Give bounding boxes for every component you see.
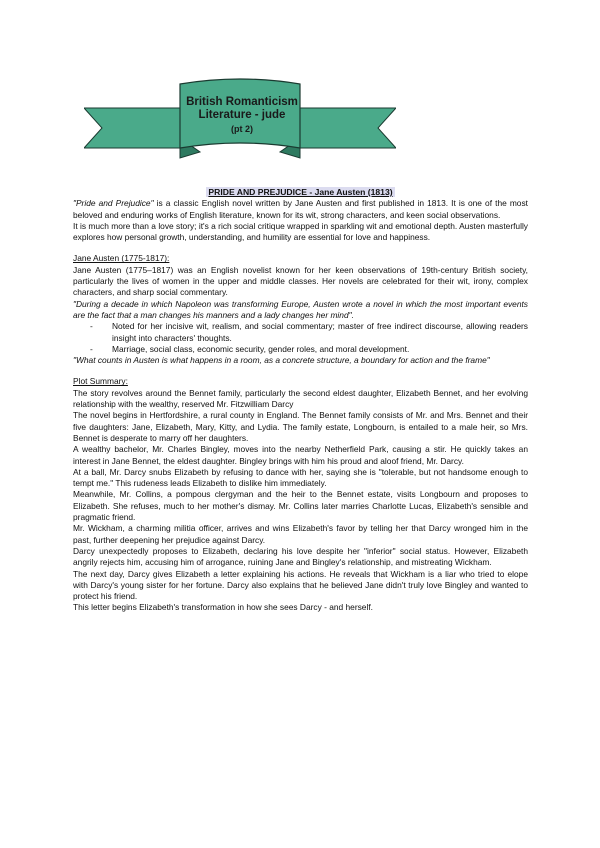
banner-line-1: British Romanticism <box>186 96 298 108</box>
austen-quote-1: "During a decade in which Napoleon was transforming Europe, Austen wrote a novel in which the most important events are the fact that a man changes his manners and a lady changes her mind". <box>73 298 528 320</box>
plot-paragraph: This letter begins Elizabeth's transformation in how she sees Darcy - and herself. <box>73 602 373 613</box>
novel-title-italic: "Pride and Prejudice" <box>73 198 154 209</box>
intro-paragraph-1 <box>73 198 528 221</box>
plot-paragraph: Meanwhile, Mr. Collins, a pompous clergyman and the heir to the Bennet estate, visits Longbourn and proposes to Elizabeth. She refuses, much to her mother's dismay. Mr. Collins later marries Charlotte Lucas, Elizabeth's sensible and pragmatic friend. <box>73 489 528 523</box>
austen-heading: Jane Austen (1775-1817): <box>73 253 170 264</box>
plot-paragraph: The story revolves around the Bennet family, particularly the second eldest daughter, Elizabeth Bennet, and her evolving relationship with the wealthy, reserved Mr. Fitzwilliam Darcy <box>73 387 528 410</box>
plot-paragraph: A wealthy bachelor, Mr. Charles Bingley, moves into the nearby Netherfield Park, causing a stir. He quickly takes an interest in Jane Bennet, the eldest daughter. Bingley brings with him his proud and aloof friend, Mr. Darcy. <box>73 444 528 466</box>
plot-paragraph: The next day, Darcy gives Elizabeth a letter explaining his actions. He reveals that Wickham is a liar who tried to elope with Darcy's young sister for her fortune. Darcy also explains that he believed Jane didn't truly love Bingley and wanted to protect his friend. <box>73 568 528 602</box>
austen-bio: Jane Austen (1775–1817) was an English novelist known for her keen observations of 19th-century British society, particularly the lives of women in the upper and middle classes. Her novels are celebrated for their wit, irony, complex characters, and sharp social commentary. <box>73 264 528 298</box>
banner-text <box>172 96 312 136</box>
title-banner <box>84 74 396 162</box>
list-item: - Noted for her incisive wit, realism, and social commentary; master of free indirect discourse, allowing readers insight into characters' thoughts. <box>73 321 528 344</box>
document-body <box>73 187 528 614</box>
banner-line-3: (pt 2) <box>231 124 253 134</box>
plot-paragraph: The novel begins in Hertfordshire, a rural county in England. The Bennet family consists of Mr. and Mrs. Bennet and their five daughters: Jane, Elizabeth, Mary, Kitty, and Lydia. The family estate, Longbourn, is entailed to a male heir, so Mrs. Bennet is desperate to marry off her daughters. <box>73 410 528 443</box>
plot-paragraph: Mr. Wickham, a charming militia officer, arrives and wins Elizabeth's favor by telling her that Darcy wronged him in the past, further deepening her prejudice against Darcy. <box>73 523 528 545</box>
intro-paragraph-1-text: is a classic English novel written by Jane Austen and first published in 1813. It is one of the most beloved and enduring works of English literature, known for its wit, strong characters, and keen social observations. <box>73 198 528 220</box>
document-title: PRIDE AND PREJUDICE - Jane Austen (1813) <box>208 187 393 197</box>
list-item: - Marriage, social class, economic security, gender roles, and moral development. <box>73 344 528 355</box>
banner-line-2: Literature - jude <box>198 109 286 121</box>
austen-bullet-list <box>73 321 528 355</box>
plot-heading: Plot Summary: <box>73 376 128 387</box>
austen-quote-2: "What counts in Austen is what happens in a room, as a concrete structure, a boundary for action and the frame" <box>73 355 490 366</box>
plot-paragraph: At a ball, Mr. Darcy snubs Elizabeth by refusing to dance with her, saying she is "tolerable, but not handsome enough to tempt me." This rudeness leads Elizabeth to dislike him immediately. <box>73 466 528 489</box>
intro-paragraph-2: It is much more than a love story; it's a rich social critique wrapped in sparkling wit and emotional depth. Austen masterfully explores how personal growth, understanding, and humility are essential for love and happiness. <box>73 220 528 243</box>
plot-paragraph: Darcy unexpectedly proposes to Elizabeth, declaring his love despite her "inferior" social status. However, Elizabeth angrily rejects him, accusing him of arrogance, ruining Jane and Bingley's relationship, and mistreating Wickham. <box>73 545 528 568</box>
